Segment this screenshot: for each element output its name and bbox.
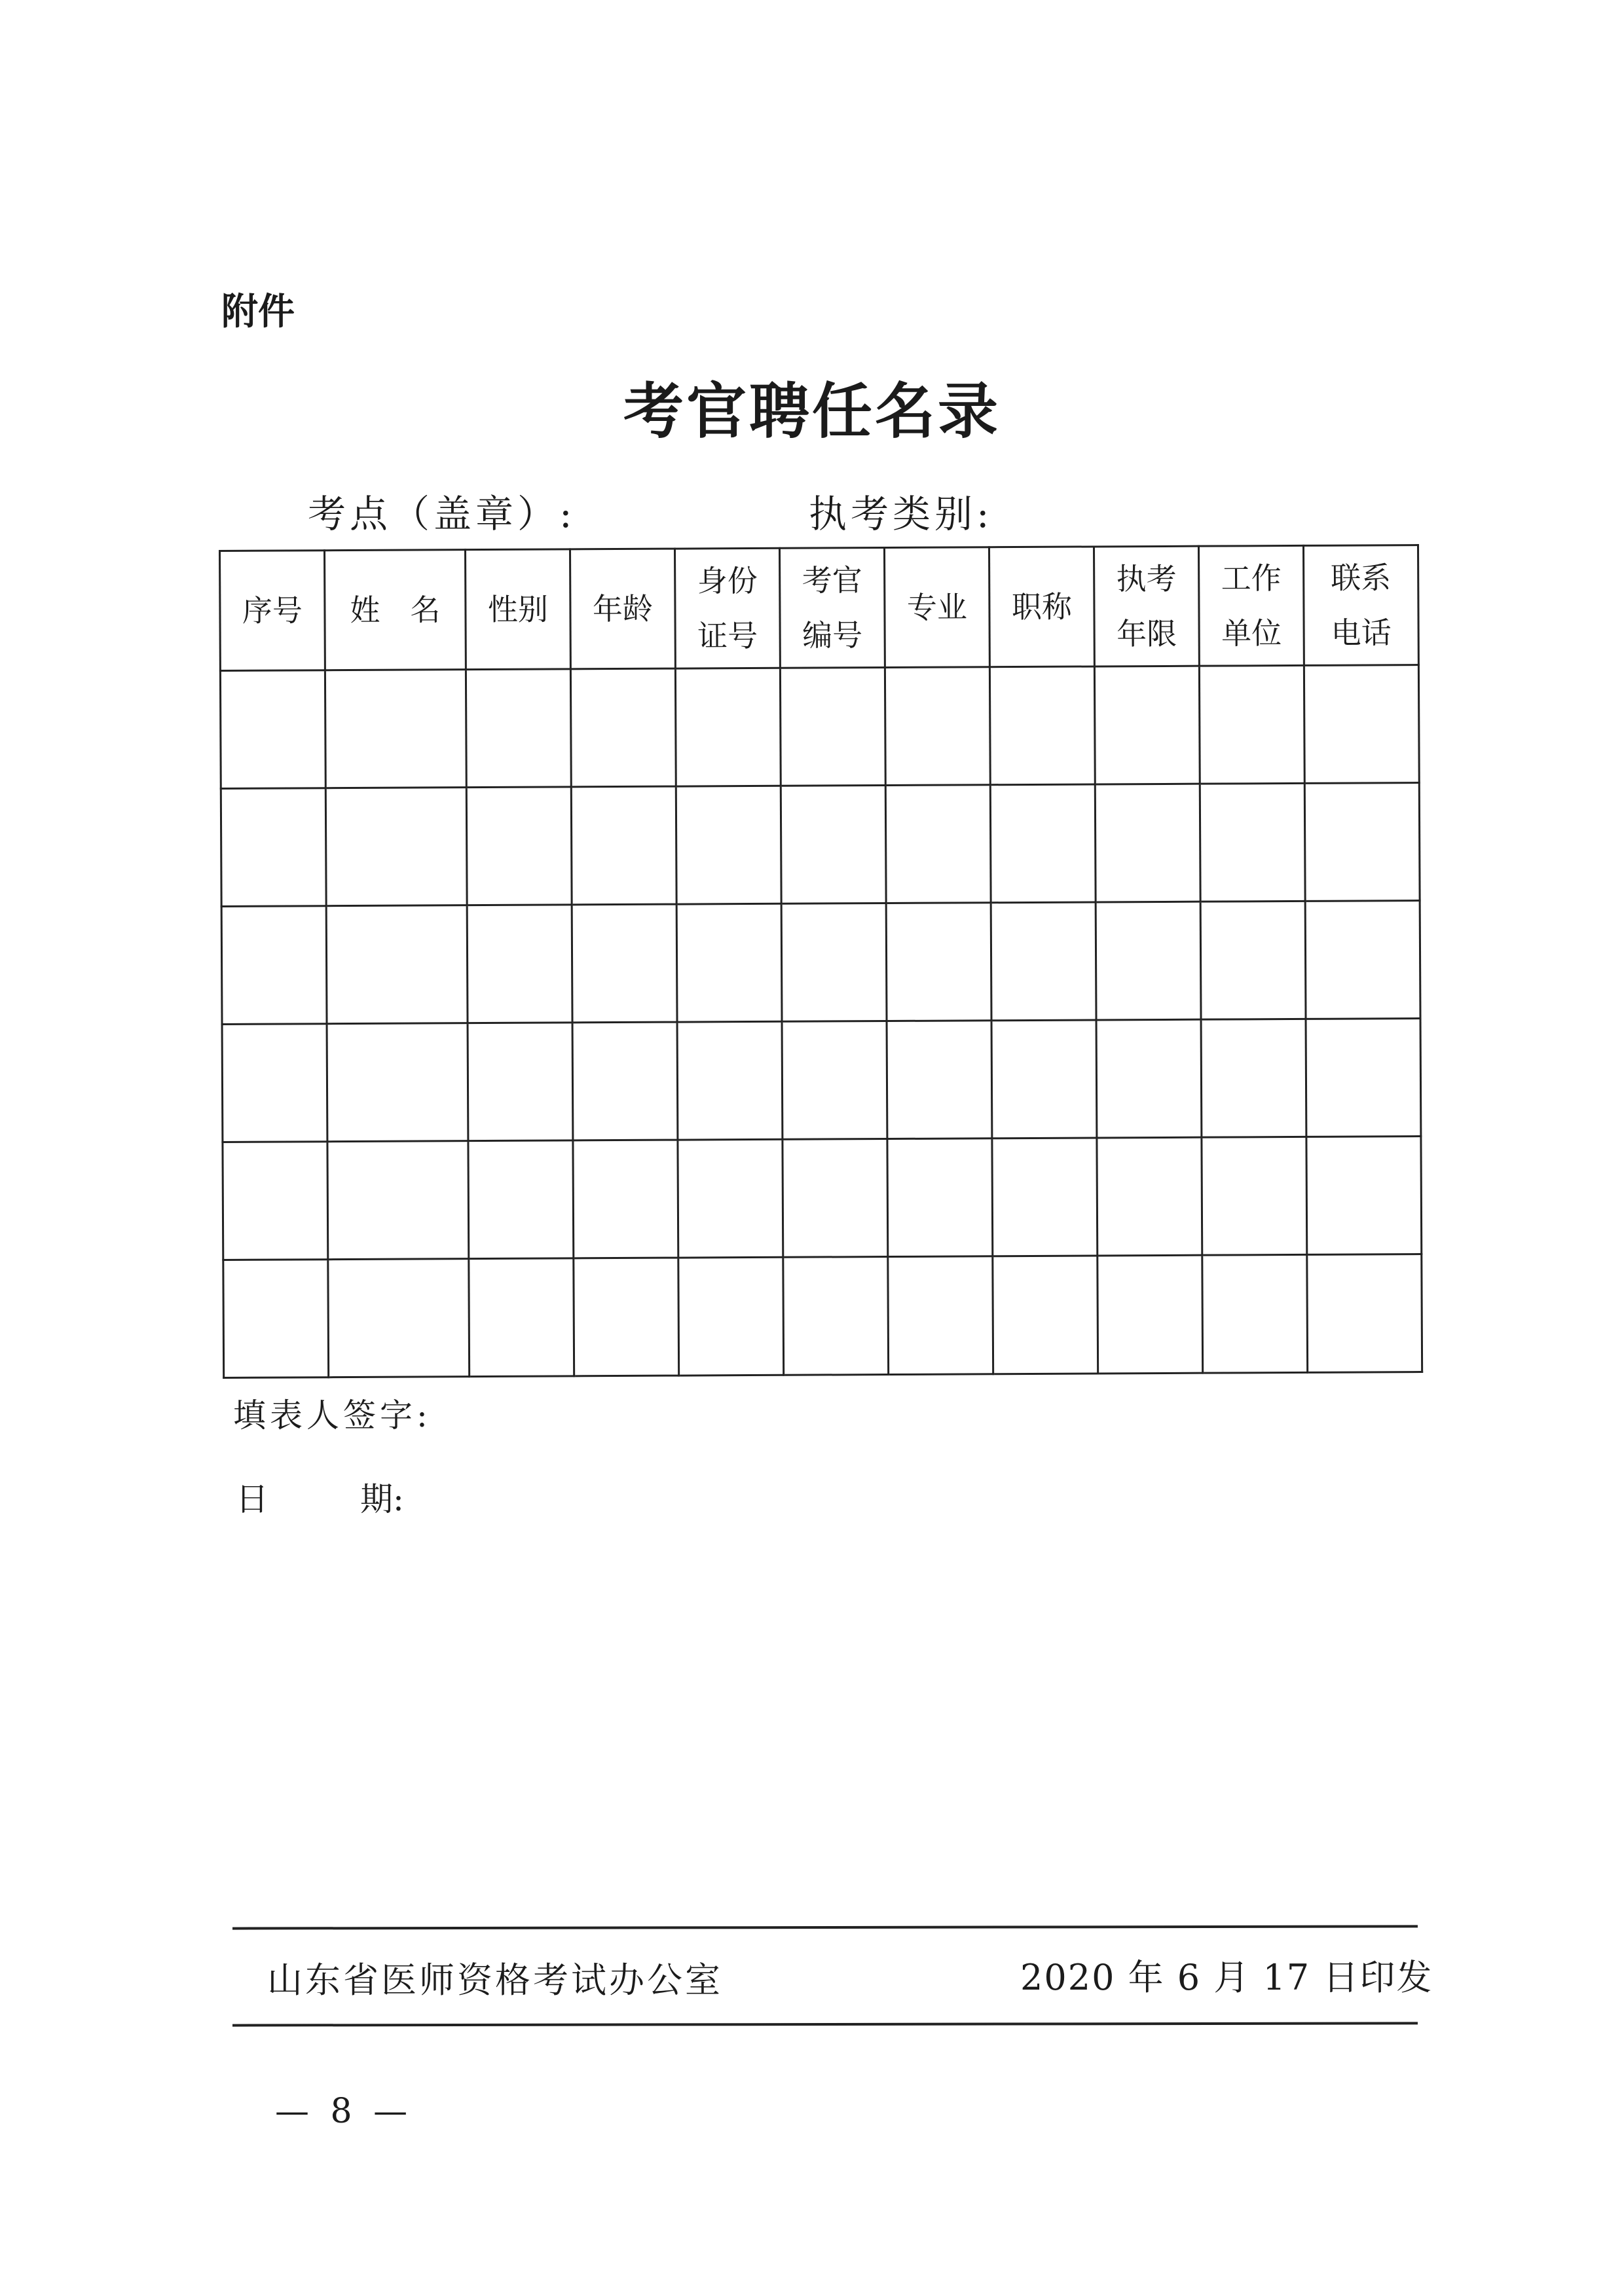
table-cell[interactable] (468, 1023, 573, 1141)
table-cell[interactable] (1306, 1019, 1421, 1137)
table-cell[interactable] (990, 784, 1096, 903)
table-row (222, 1019, 1421, 1142)
examiner-roster-table (219, 544, 1423, 1379)
table-cell[interactable] (570, 668, 676, 787)
header-work-unit (1198, 545, 1304, 666)
header-text: 联系 (1331, 560, 1392, 596)
table-cell[interactable] (327, 1141, 469, 1260)
table-cell[interactable] (328, 1259, 470, 1377)
table-cell[interactable] (1305, 901, 1420, 1019)
issuing-office: 山东省医师资格考试办公室 (267, 1959, 723, 2001)
table-cell[interactable] (993, 1256, 1098, 1374)
table-cell[interactable] (991, 902, 1096, 1021)
table-header-row (220, 545, 1419, 671)
header-text: 年限 (1116, 615, 1177, 652)
table-cell[interactable] (888, 1256, 993, 1375)
header-phone (1303, 545, 1418, 666)
table-cell[interactable] (1200, 783, 1305, 902)
table-row (221, 901, 1420, 1025)
table-cell[interactable] (676, 903, 782, 1022)
table-cell[interactable] (468, 1140, 574, 1259)
table-cell[interactable] (678, 1257, 784, 1376)
table-cell[interactable] (466, 669, 571, 788)
table-cell[interactable] (1097, 1137, 1202, 1256)
table-cell[interactable] (1201, 1019, 1306, 1137)
table-cell[interactable] (573, 1140, 678, 1258)
signer-label: 填表人签字: (233, 1396, 432, 1434)
table-cell[interactable] (783, 1257, 889, 1376)
table-cell[interactable] (678, 1139, 783, 1258)
table-cell[interactable] (885, 785, 991, 903)
table-row (220, 665, 1419, 789)
header-name (325, 550, 466, 670)
page-title: 考官聘任名录 (623, 376, 1001, 446)
header-text: 执考 (1116, 560, 1177, 597)
header-text: 编号 (802, 617, 863, 653)
header-text: 年龄 (592, 591, 654, 627)
table-row (223, 1137, 1422, 1260)
header-age (570, 549, 676, 669)
header-serial (220, 551, 325, 671)
header-examiner-number (779, 548, 885, 668)
table-row (223, 1254, 1422, 1378)
table-cell[interactable] (675, 668, 781, 786)
table-cell[interactable] (221, 906, 327, 1025)
header-text: 专业 (906, 589, 968, 625)
table-cell[interactable] (469, 1258, 574, 1377)
table-cell[interactable] (887, 1139, 993, 1257)
table-cell[interactable] (220, 670, 325, 789)
table-cell[interactable] (886, 903, 991, 1021)
header-text: 电话 (1331, 615, 1392, 651)
table-cell[interactable] (1306, 1137, 1422, 1255)
table-cell[interactable] (571, 786, 676, 905)
table-cell[interactable] (677, 1021, 783, 1140)
table-cell[interactable] (781, 786, 886, 904)
table-cell[interactable] (1095, 784, 1200, 902)
table-cell[interactable] (1199, 665, 1304, 784)
table-cell[interactable] (223, 1260, 329, 1378)
table-cell[interactable] (1202, 1137, 1307, 1255)
footer-bottom-rule (232, 2022, 1418, 2026)
table-cell[interactable] (783, 1139, 888, 1258)
table-cell[interactable] (885, 667, 990, 786)
table-cell[interactable] (466, 787, 572, 905)
header-gender (466, 549, 571, 670)
footer-top-rule (232, 1925, 1418, 1929)
table-cell[interactable] (467, 905, 572, 1023)
header-text: 姓 名 (350, 592, 441, 629)
table-cell[interactable] (1094, 666, 1200, 784)
attachment-label: 附件 (221, 291, 295, 333)
table-cell[interactable] (326, 905, 468, 1024)
issue-date: 2020 年 6 月 17 日印发 (1020, 1957, 1433, 1998)
table-cell[interactable] (991, 1020, 1097, 1139)
table-cell[interactable] (1200, 901, 1306, 1019)
table-cell[interactable] (676, 786, 781, 904)
header-text: 工作 (1221, 560, 1282, 596)
header-text: 考官 (802, 562, 862, 598)
header-text: 单位 (1221, 615, 1282, 651)
date-label-right: 期: (360, 1480, 404, 1518)
table-cell[interactable] (992, 1138, 1098, 1256)
table-cell[interactable] (572, 904, 677, 1023)
exam-category-label: 执考类别: (809, 492, 993, 536)
table-cell[interactable] (1096, 1019, 1202, 1138)
header-text: 序号 (242, 592, 303, 629)
table-cell[interactable] (782, 1021, 887, 1140)
table-cell[interactable] (1202, 1254, 1308, 1373)
table-cell[interactable] (1304, 665, 1419, 784)
header-specialty (884, 547, 989, 668)
table-cell[interactable] (572, 1022, 678, 1140)
exam-site-label: 考点（盖章）: (308, 492, 576, 536)
header-exam-years (1094, 546, 1199, 666)
header-id-number (674, 548, 780, 668)
table-cell[interactable] (221, 788, 326, 907)
table-row (221, 783, 1420, 907)
date-label-left: 日 (236, 1480, 268, 1518)
header-professional-title (989, 547, 1094, 667)
table-cell[interactable] (887, 1021, 992, 1139)
table-cell[interactable] (780, 668, 885, 786)
date-label (236, 1473, 404, 1520)
table-cell[interactable] (222, 1024, 327, 1142)
header-text: 身份 (697, 562, 758, 599)
header-text: 性别 (487, 591, 549, 627)
table-cell[interactable] (325, 788, 467, 906)
table-body (220, 665, 1422, 1378)
page-number: — 8 — (275, 2092, 413, 2131)
table-cell[interactable] (1304, 783, 1420, 902)
table-cell[interactable] (223, 1142, 328, 1260)
table-cell[interactable] (327, 1023, 468, 1142)
table-cell[interactable] (1096, 902, 1201, 1020)
table-cell[interactable] (574, 1258, 679, 1376)
table-cell[interactable] (1307, 1254, 1422, 1373)
table-cell[interactable] (325, 670, 466, 788)
header-text: 职称 (1011, 589, 1073, 625)
header-text: 证号 (697, 617, 758, 654)
table-cell[interactable] (781, 903, 887, 1022)
table-cell[interactable] (1098, 1255, 1203, 1374)
table-cell[interactable] (989, 666, 1095, 785)
